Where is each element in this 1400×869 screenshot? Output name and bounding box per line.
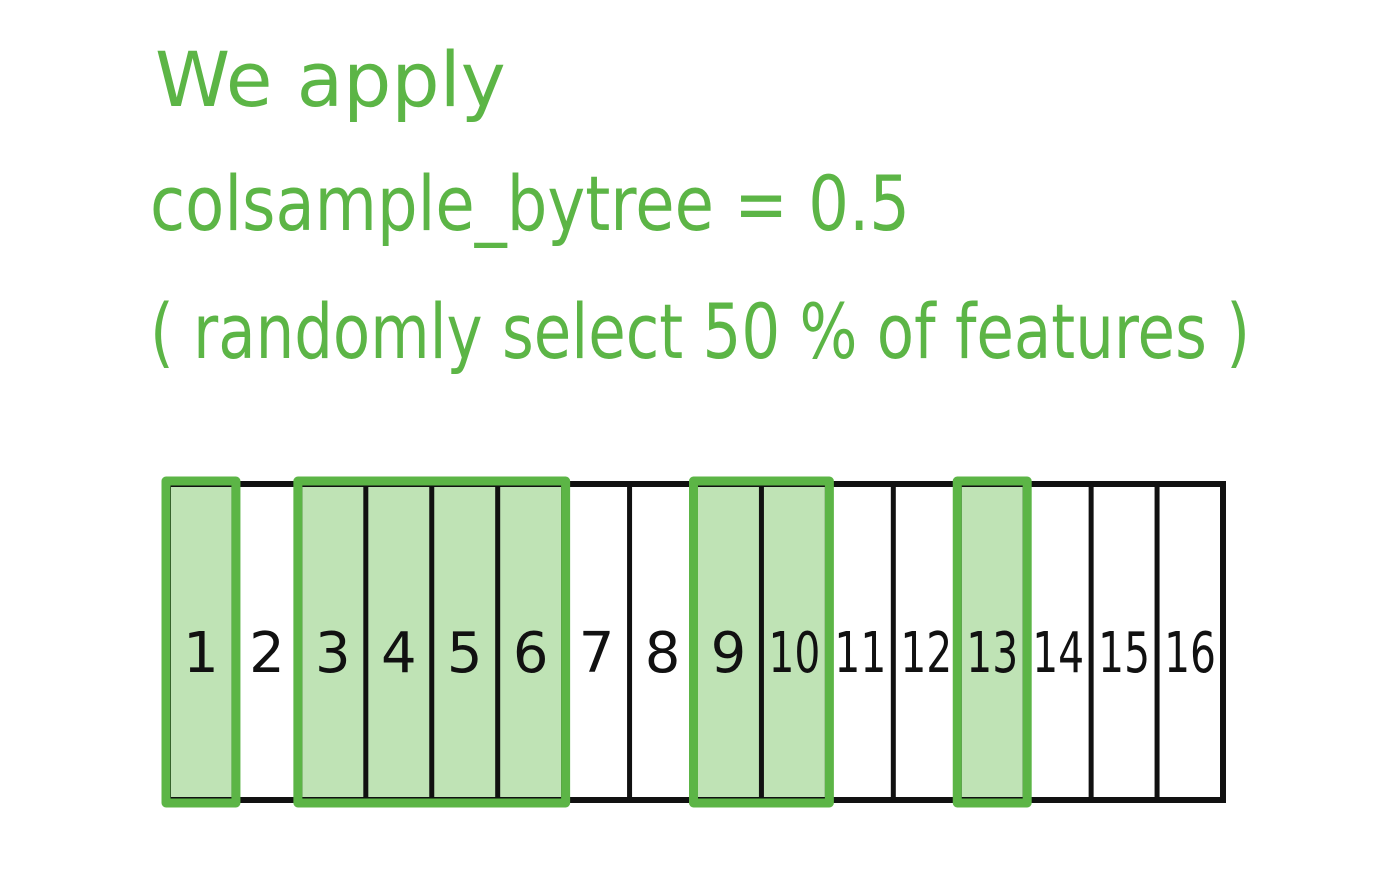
heading-line-3: ( randomly select 50 % of features )	[150, 287, 1250, 376]
feature-label-9: 9	[710, 621, 747, 686]
heading-line-1: We apply	[155, 35, 506, 124]
feature-label-11: 11	[834, 621, 887, 686]
feature-label-10: 10	[768, 621, 821, 686]
feature-label-7: 7	[578, 621, 615, 686]
feature-label-14: 14	[1032, 621, 1085, 686]
feature-label-12: 12	[900, 621, 953, 686]
feature-label-5: 5	[446, 621, 483, 686]
heading-line-2: colsample_bytree = 0.5	[150, 159, 910, 248]
feature-label-4: 4	[380, 621, 417, 686]
feature-label-6: 6	[512, 621, 549, 686]
feature-strip	[166, 481, 1223, 803]
feature-label-2: 2	[249, 621, 285, 686]
feature-label-13: 13	[966, 621, 1019, 686]
feature-label-15: 15	[1098, 621, 1151, 686]
feature-label-16: 16	[1164, 621, 1216, 686]
feature-label-1: 1	[183, 621, 219, 686]
feature-label-3: 3	[315, 621, 351, 686]
feature-label-8: 8	[644, 621, 681, 686]
